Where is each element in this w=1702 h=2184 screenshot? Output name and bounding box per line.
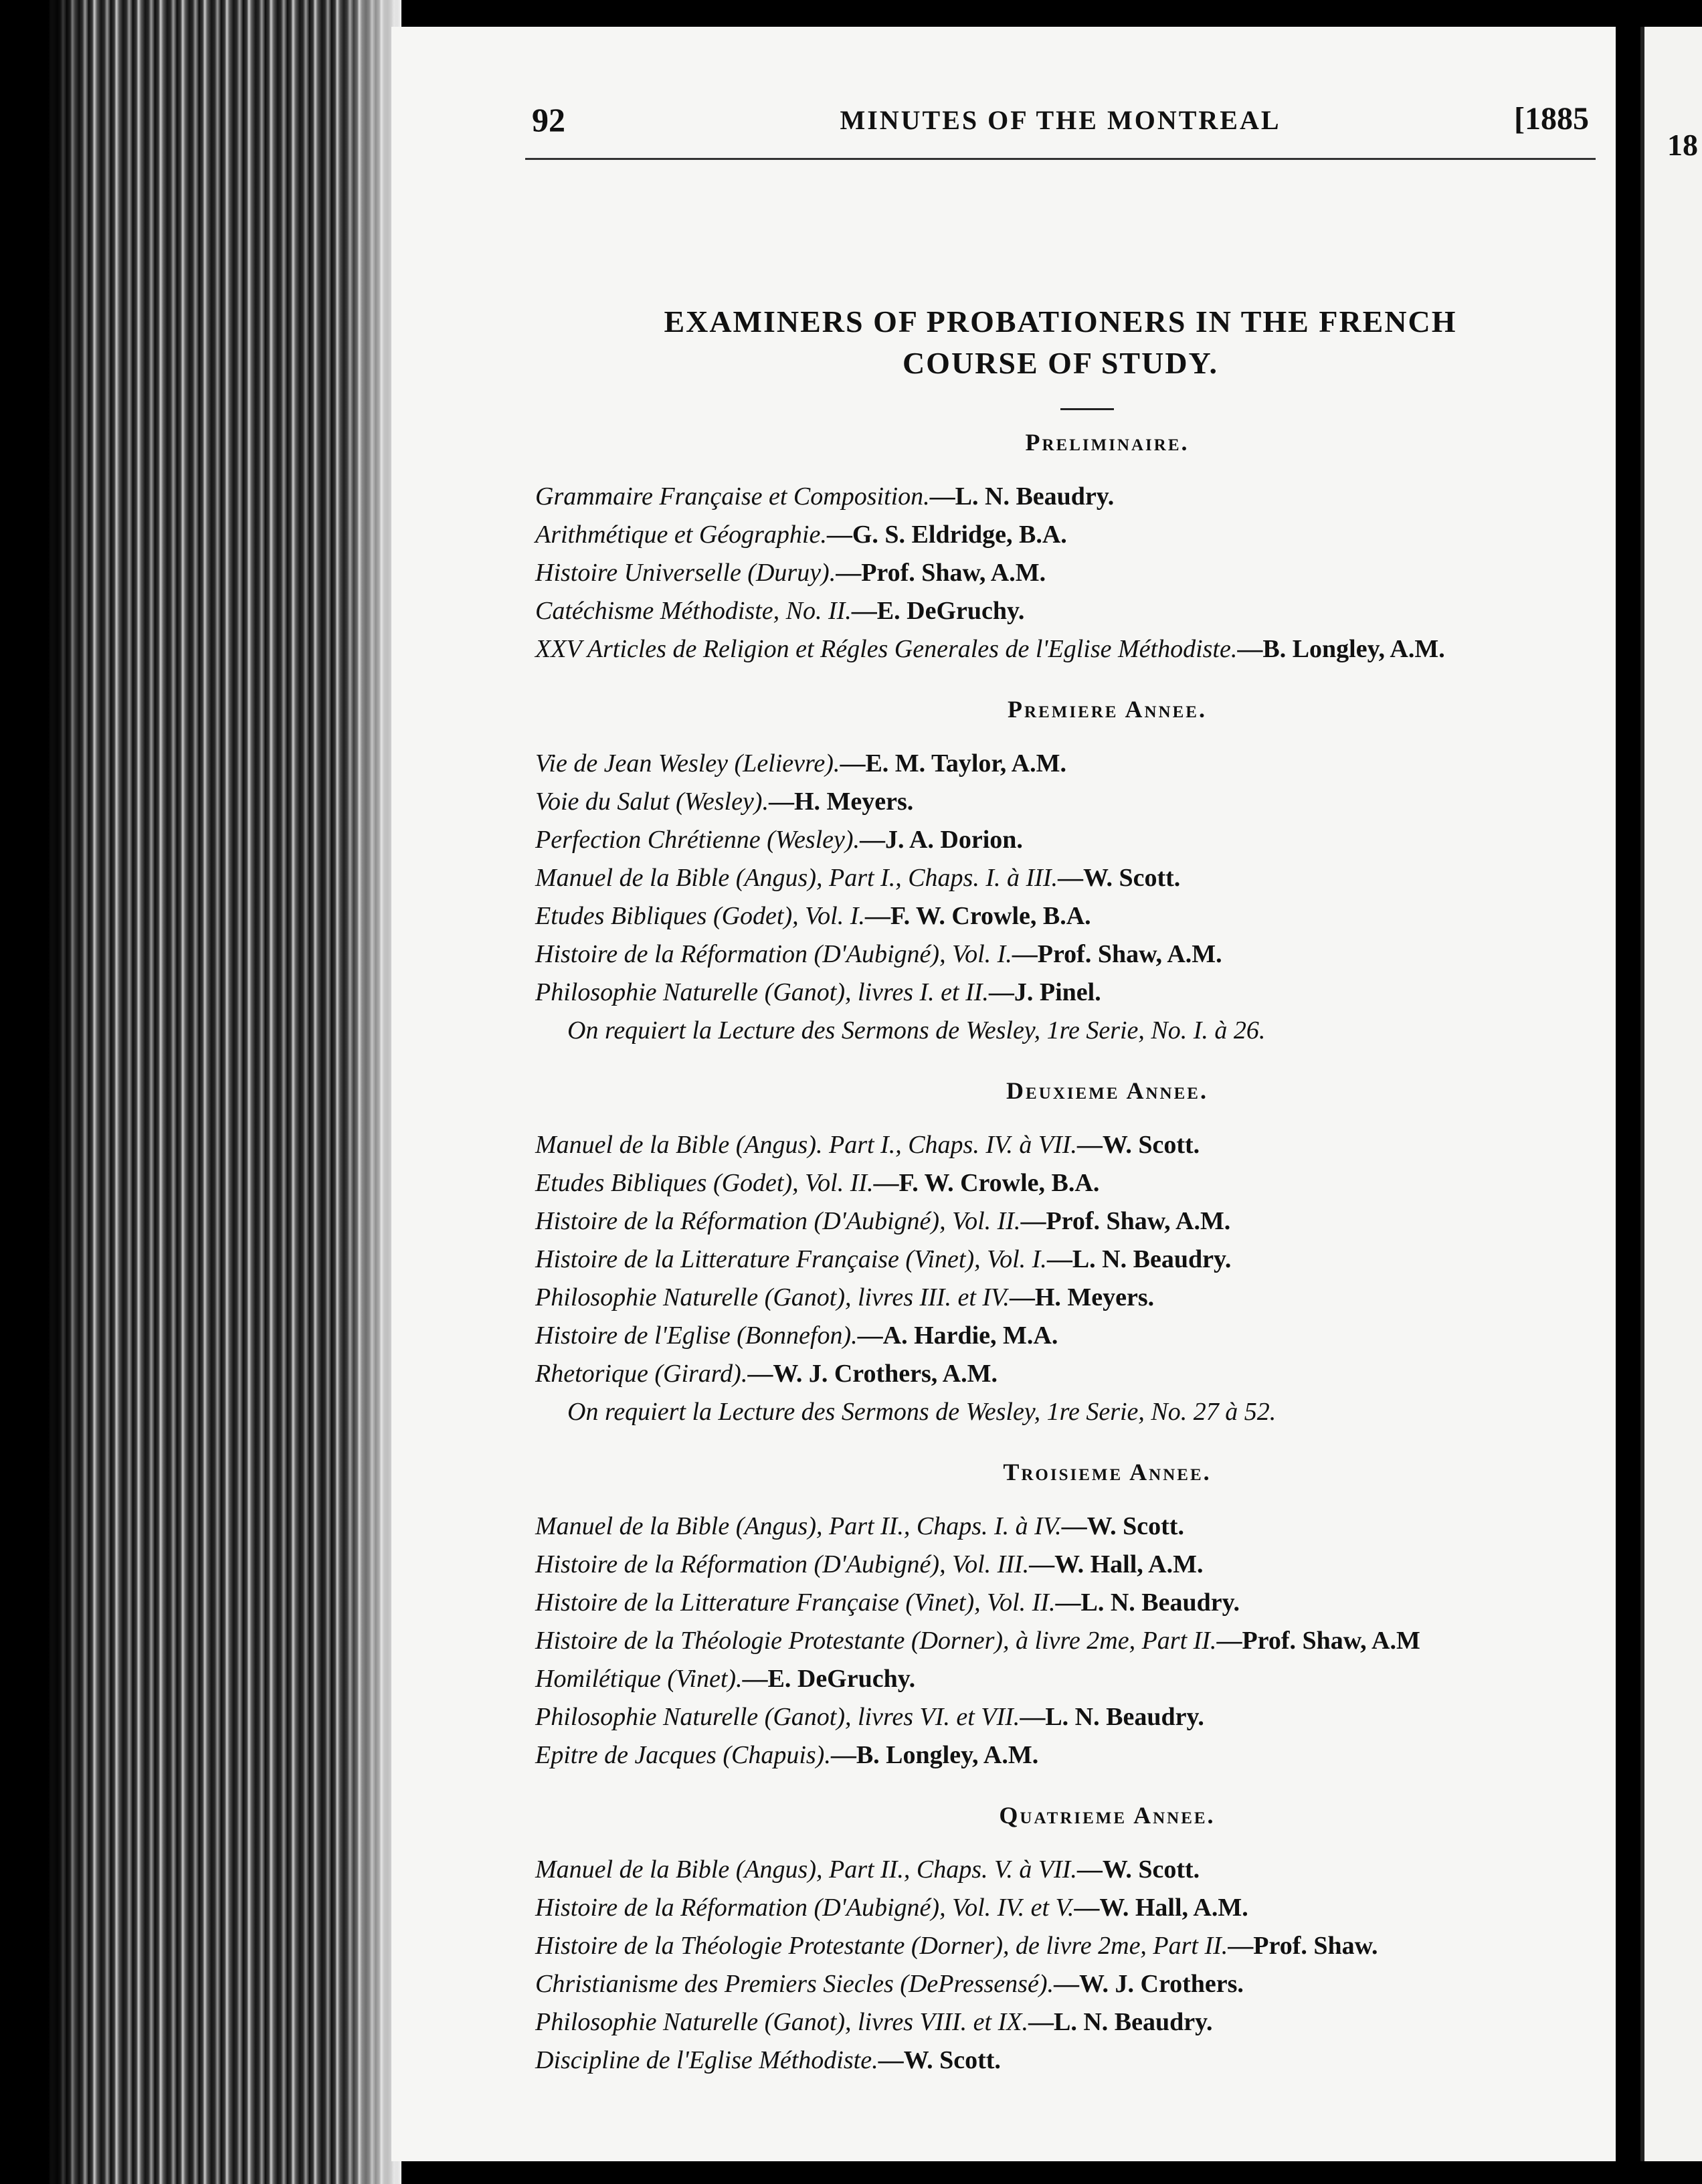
header-rule — [525, 158, 1596, 160]
course-work: Vie de Jean Wesley (Lelievre). — [535, 749, 840, 778]
course-entry — [535, 1202, 1606, 1241]
examiner-name: —L. N. Beaudry. — [1055, 1588, 1240, 1617]
course-entry — [535, 1660, 1606, 1698]
running-header — [532, 100, 1589, 147]
course-entry — [535, 1126, 1606, 1164]
course-work: Etudes Bibliques (Godet), Vol. II. — [535, 1169, 874, 1197]
running-title: MINUTES OF THE MONTREAL — [840, 105, 1281, 135]
course-work: Rhetorique (Girard). — [535, 1360, 748, 1388]
course-entry — [535, 1927, 1606, 1965]
course-entry — [535, 1698, 1606, 1736]
course-work: Etudes Bibliques (Godet), Vol. I. — [535, 902, 865, 930]
course-entry — [535, 745, 1606, 783]
examiner-name: —F. W. Crowle, B.A. — [873, 1169, 1100, 1197]
course-work: Histoire de l'Eglise (Bonnefon). — [535, 1322, 858, 1350]
course-work: Histoire de la Litterature Française (Vinet), Vol. I. — [535, 1245, 1047, 1273]
title-line-1: EXAMINERS OF PROBATIONERS IN THE FRENCH — [664, 304, 1457, 339]
course-work: Philosophie Naturelle (Ganot), livres III. et IV. — [535, 1283, 1010, 1311]
section-gap — [535, 1774, 1606, 1801]
examiner-name: —L. N. Beaudry. — [1020, 1703, 1204, 1731]
course-entry — [535, 478, 1606, 516]
course-entry — [535, 516, 1606, 554]
section-premiere-annee — [535, 695, 1606, 1050]
examiner-name: —B. Longley, A.M. — [830, 1741, 1039, 1769]
page-number: 92 — [532, 101, 565, 139]
course-entry — [535, 2003, 1606, 2041]
examiner-name: —W. Scott. — [878, 2046, 1001, 2074]
course-work: Philosophie Naturelle (Ganot), livres VI. et VII. — [535, 1703, 1020, 1731]
title-divider — [1060, 408, 1114, 410]
examiner-name: —L. N. Beaudry. — [1046, 1245, 1232, 1273]
facing-page-edge — [1640, 27, 1702, 2161]
examiner-name: —E. M. Taylor, A.M. — [840, 749, 1066, 778]
section-quatrieme-annee — [535, 1801, 1606, 2080]
examiner-name: —H. Meyers. — [1009, 1283, 1155, 1311]
section-heading: Deuxieme Annee. — [1006, 1077, 1208, 1104]
section-deuxieme-annee — [535, 1077, 1606, 1431]
section-gap — [535, 1431, 1606, 1458]
course-entry — [535, 1584, 1606, 1622]
course-work: Voie du Salut (Wesley). — [535, 788, 769, 816]
header-year: [1885 — [1514, 101, 1589, 136]
section-preliminaire — [535, 428, 1606, 668]
examiner-name: —A. Hardie, M.A. — [857, 1322, 1058, 1350]
examiner-name: —J. Pinel. — [988, 978, 1101, 1006]
course-work: Manuel de la Bible (Angus), Part I., Chaps. I. à III. — [535, 864, 1058, 892]
course-entry — [535, 935, 1606, 974]
course-entry — [535, 897, 1606, 935]
examiner-name: —W. Scott. — [1061, 1512, 1184, 1540]
course-work: Arithmétique et Géographie. — [535, 521, 827, 549]
course-entry — [535, 974, 1606, 1012]
course-entry — [535, 1317, 1606, 1355]
book-page — [391, 27, 1616, 2161]
course-entry — [535, 554, 1606, 592]
course-entry — [535, 1508, 1606, 1546]
examiner-name: —H. Meyers. — [768, 788, 914, 816]
examiner-name: —G. S. Eldridge, B.A. — [826, 521, 1067, 549]
course-entry — [535, 592, 1606, 630]
examiner-name: —Prof. Shaw. — [1228, 1932, 1378, 1960]
examiner-name: —Prof. Shaw, A.M. — [1020, 1207, 1231, 1235]
course-work: Histoire Universelle (Duruy). — [535, 559, 836, 587]
course-entry — [535, 1355, 1606, 1393]
course-entry — [535, 1965, 1606, 2003]
course-work: Christianisme des Premiers Siecles (DePressensé). — [535, 1970, 1054, 1998]
course-work: Manuel de la Bible (Angus), Part II., Chaps. V. à VII. — [535, 1855, 1077, 1884]
section-troisieme-annee — [535, 1458, 1606, 1774]
reading-requirement-note: On requiert la Lecture des Sermons de Wesley, 1re Serie, No. I. à 26. — [567, 1016, 1266, 1044]
examiner-name: —Prof. Shaw, A.M — [1216, 1627, 1420, 1655]
course-entry — [535, 859, 1606, 897]
course-entry — [535, 1279, 1606, 1317]
examiner-name: —W. J. Crothers. — [1053, 1970, 1244, 1998]
course-work: Homilétique (Vinet). — [535, 1665, 743, 1693]
course-work: Histoire de la Réformation (D'Aubigné), Vol. IV. et V. — [535, 1894, 1074, 1922]
course-work: Grammaire Française et Composition. — [535, 482, 930, 511]
course-work: Philosophie Naturelle (Ganot), livres I. et II. — [535, 978, 989, 1006]
course-work: Histoire de la Litterature Française (Vinet), Vol. II. — [535, 1588, 1056, 1617]
course-entry — [535, 1851, 1606, 1889]
course-entry — [535, 783, 1606, 821]
course-work: Manuel de la Bible (Angus), Part II., Chaps. I. à IV. — [535, 1512, 1062, 1540]
course-work: Histoire de la Réformation (D'Aubigné), Vol. III. — [535, 1550, 1030, 1578]
course-work: Manuel de la Bible (Angus). Part I., Chaps. IV. à VII. — [535, 1131, 1077, 1159]
reading-requirement-note: On requiert la Lecture des Sermons de Wesley, 1re Serie, No. 27 à 52. — [567, 1398, 1276, 1426]
section-heading: Quatrieme Annee. — [999, 1802, 1216, 1829]
examiner-name: —B. Longley, A.M. — [1237, 635, 1445, 663]
examiner-name: —E. DeGruchy. — [742, 1665, 916, 1693]
examiner-name: —J. A. Dorion. — [860, 826, 1023, 854]
section-gap — [535, 1050, 1606, 1077]
section-heading: Troisieme Annee. — [1003, 1459, 1212, 1485]
examiner-name: —W. Hall, A.M. — [1029, 1550, 1204, 1578]
examiner-name: —E. DeGruchy. — [851, 597, 1025, 625]
course-work: Histoire de la Réformation (D'Aubigné), Vol. II. — [535, 1207, 1021, 1235]
course-work: Histoire de la Réformation (D'Aubigné), Vol. I. — [535, 940, 1012, 968]
course-work: Catéchisme Méthodiste, No. II. — [535, 597, 852, 625]
course-entry — [535, 2041, 1606, 2080]
course-work: Philosophie Naturelle (Ganot), livres VIII. et IX. — [535, 2008, 1028, 2036]
examiner-name: —Prof. Shaw, A.M. — [1012, 940, 1222, 968]
course-entry — [535, 1241, 1606, 1279]
course-work: Discipline de l'Eglise Méthodiste. — [535, 2046, 878, 2074]
examiner-name: —Prof. Shaw, A.M. — [836, 559, 1046, 587]
course-work: Perfection Chrétienne (Wesley). — [535, 826, 860, 854]
course-entry — [535, 821, 1606, 859]
course-work: Histoire de la Théologie Protestante (Dorner), à livre 2me, Part II. — [535, 1627, 1217, 1655]
examiner-name: —L. N. Beaudry. — [929, 482, 1115, 511]
course-entry — [535, 1889, 1606, 1927]
course-work: XXV Articles de Religion et Régles Generales de l'Eglise Méthodiste. — [535, 635, 1238, 663]
section-heading: Preliminaire. — [1025, 429, 1190, 456]
course-work: Epitre de Jacques (Chapuis). — [535, 1741, 831, 1769]
examiner-name: —W. Scott. — [1076, 1855, 1200, 1884]
examiner-name: —W. Scott. — [1057, 864, 1181, 892]
course-entry — [535, 1736, 1606, 1774]
title-line-2: COURSE OF STUDY. — [902, 346, 1219, 380]
section-heading: Premiere Annee. — [1008, 696, 1207, 723]
facing-page-number-fragment: 18 — [1667, 128, 1698, 162]
book-page-edges — [0, 0, 401, 2184]
course-work: Histoire de la Théologie Protestante (Dorner), de livre 2me, Part II. — [535, 1932, 1228, 1960]
course-entry — [535, 1164, 1606, 1202]
examiner-name: —F. W. Crowle, B.A. — [864, 902, 1091, 930]
examiner-name: —L. N. Beaudry. — [1028, 2008, 1213, 2036]
course-entry — [535, 1622, 1606, 1660]
section-gap — [535, 668, 1606, 695]
examiner-name: —W. Scott. — [1076, 1131, 1200, 1159]
course-entry — [535, 630, 1606, 668]
course-content — [535, 428, 1606, 2080]
page-title — [525, 301, 1596, 384]
course-entry — [535, 1546, 1606, 1584]
examiner-name: —W. J. Crothers, A.M. — [747, 1360, 998, 1388]
examiner-name: —W. Hall, A.M. — [1074, 1894, 1248, 1922]
